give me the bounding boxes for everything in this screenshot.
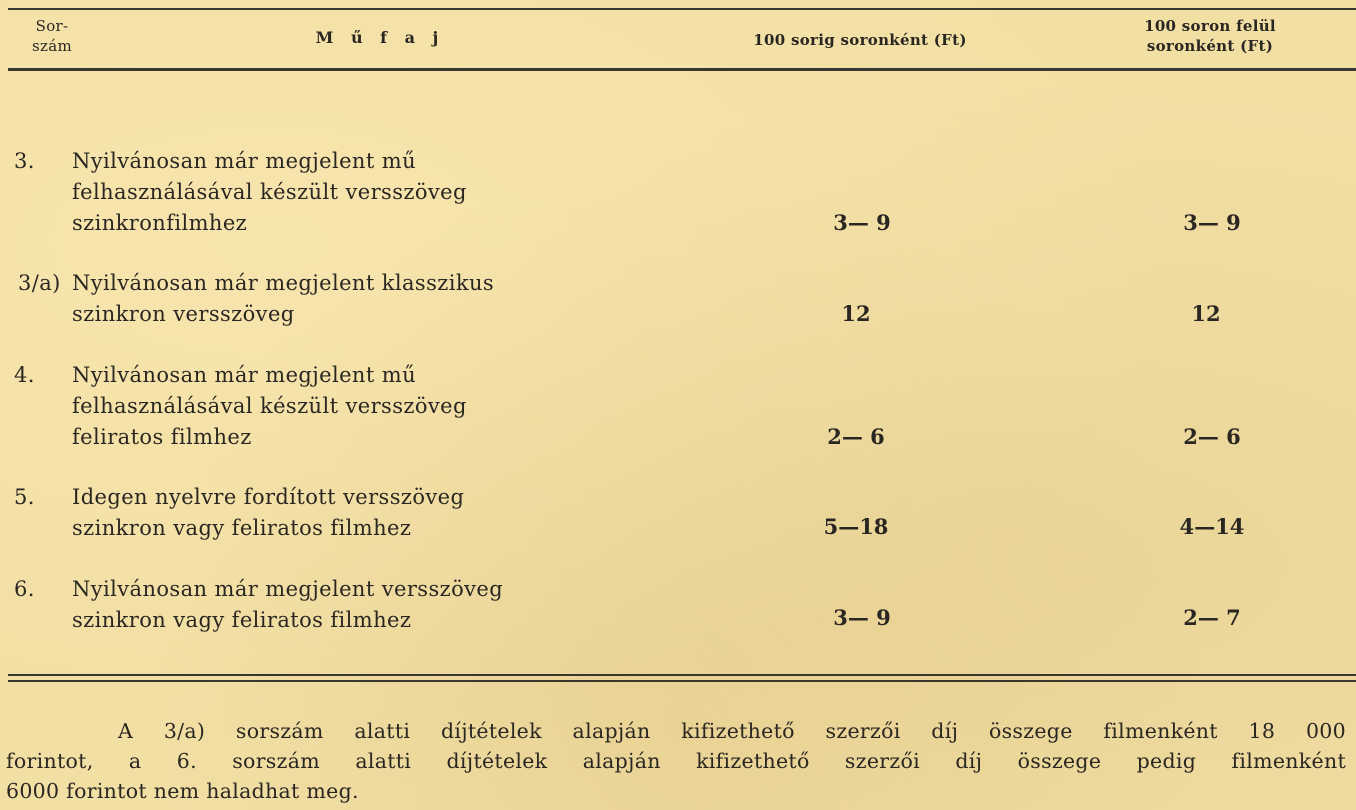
- table-row: [14, 482, 714, 544]
- row-description-line: Nyilvánosan már megjelent klasszikus: [72, 271, 495, 295]
- row-value-upto-100: 12: [841, 301, 871, 326]
- row-description: [72, 360, 467, 453]
- row-number: 5.: [14, 485, 35, 509]
- footnote-paragraph: [6, 716, 1346, 806]
- row-value-over-100: 4—14: [1179, 514, 1245, 539]
- header-sorszam-line: Sor-: [35, 17, 69, 35]
- row-number: 3/a): [18, 271, 61, 295]
- footnote-line: A 3/a) sorszám alatti díjtételek alapján kifizethető szerzői díj összege filmenként 18 000: [118, 719, 1346, 743]
- row-description-line: Idegen nyelvre fordított versszöveg: [72, 485, 465, 509]
- row-value-over-100: 2— 7: [1183, 605, 1241, 630]
- table-header-rule: [8, 68, 1356, 71]
- table-row: [14, 146, 714, 241]
- footnote-line: 6000 forintot nem haladhat meg.: [6, 779, 359, 803]
- row-value-upto-100: 3— 9: [833, 605, 891, 630]
- row-description-line: szinkron versszöveg: [72, 302, 295, 326]
- row-number: 4.: [14, 363, 35, 387]
- row-description: [72, 146, 467, 239]
- header-col-over-100-line: soronként (Ft): [1146, 37, 1274, 55]
- row-description-line: Nyilvánosan már megjelent mű: [72, 149, 417, 173]
- row-description-line: szinkronfilmhez: [72, 211, 248, 235]
- row-description-line: Nyilvánosan már megjelent mű: [72, 363, 417, 387]
- header-mufaj: M ű f a j: [315, 28, 445, 47]
- row-description: [72, 574, 503, 636]
- table-bottom-rule: [8, 680, 1356, 682]
- table-row: [14, 574, 714, 636]
- row-value-over-100: 12: [1191, 301, 1221, 326]
- row-description-line: felhasználásával készült versszöveg: [72, 394, 467, 418]
- footnote-line: forintot, a 6. sorszám alatti díjtételek alapján kifizethető szerzői díj összege pedig filmenként: [6, 749, 1346, 773]
- header-col-over-100: [1100, 16, 1320, 56]
- table-row: [14, 360, 714, 455]
- row-value-over-100: 3— 9: [1183, 210, 1241, 235]
- row-description-line: feliratos filmhez: [72, 425, 252, 449]
- row-number: 3.: [14, 149, 35, 173]
- row-description-line: szinkron vagy feliratos filmhez: [72, 516, 412, 540]
- row-value-upto-100: 3— 9: [833, 210, 891, 235]
- row-description-line: felhasználásával készült versszöveg: [72, 180, 467, 204]
- header-sorszam: [12, 16, 92, 56]
- row-description-line: Nyilvánosan már megjelent versszöveg: [72, 577, 504, 601]
- row-value-upto-100: 2— 6: [827, 424, 885, 449]
- table-bottom-rule: [8, 674, 1356, 676]
- header-col-upto-100: 100 sorig soronként (Ft): [753, 31, 967, 49]
- table-top-rule: [8, 8, 1356, 10]
- row-value-over-100: 2— 6: [1183, 424, 1241, 449]
- row-value-upto-100: 5—18: [823, 514, 889, 539]
- row-number: 6.: [14, 577, 35, 601]
- header-col-over-100-line: 100 soron felül: [1144, 17, 1276, 35]
- row-description: [72, 482, 464, 544]
- header-sorszam-line: szám: [32, 37, 72, 55]
- row-description-line: szinkron vagy feliratos filmhez: [72, 608, 412, 632]
- row-description: [72, 268, 494, 330]
- table-row: [14, 268, 714, 330]
